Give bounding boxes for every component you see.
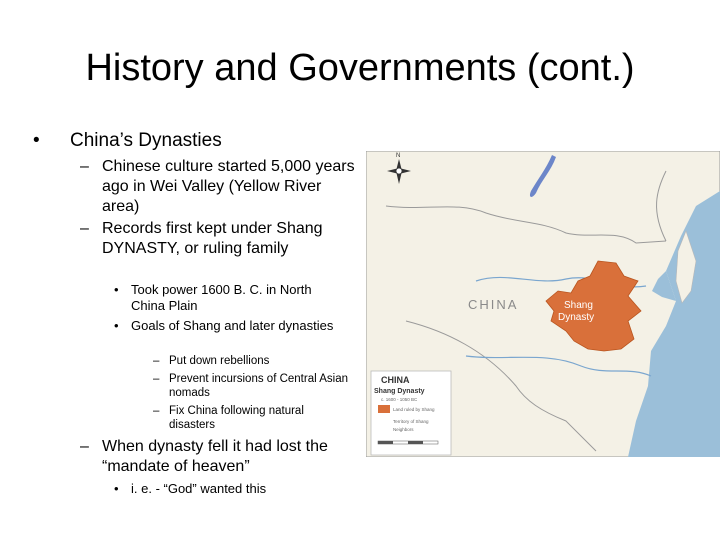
dash-marker: – [80,438,89,455]
dash-marker: – [153,373,160,385]
slide-title: History and Governments (cont.) [85,47,635,89]
sub-bullet-rebellions: Put down rebellions [169,355,270,367]
legend-title: CHINA [381,375,410,385]
bullet-marker: • [114,318,119,333]
shang-dynasty-map [366,151,720,457]
compass-north-label: N [396,153,401,159]
bullet-marker: • [33,130,40,151]
legend-item-3: Neighbors [393,427,414,432]
sub-bullet-records: Records first kept under Shang DYNASTY, or ruling family [102,220,323,257]
sub-bullet-incursions: Prevent incursions of Central Asian nomads [169,373,348,399]
shang-label-line2: Dynasty [558,312,595,323]
dash-marker: – [153,405,160,417]
shang-label-line1: Shang [564,300,593,311]
china-label: CHINA [468,297,519,312]
sub-bullet-took-power: Took power 1600 B. C. in North China Plain [131,282,312,313]
legend-item-1: Land ruled by Shang [393,407,435,412]
bullet-marker: • [114,481,119,496]
legend-item-2: Territory of Shang [393,419,429,424]
sub-bullet-natural-disasters: Fix China following natural disasters [169,405,304,431]
legend-swatch-shang [378,405,390,413]
sub-bullet-goals: Goals of Shang and later dynasties [131,318,334,333]
dash-marker: – [153,355,160,367]
bullet-china-dynasties: China’s Dynasties [70,130,222,151]
bullet-marker: • [114,282,119,297]
sub-bullet-chinese-culture: Chinese culture started 5,000 years ago in Wei Valley (Yellow River area) [102,158,355,215]
legend-dates: c. 1600 - 1050 BC [381,397,418,402]
sub-bullet-god-wanted: i. e. - “God” wanted this [131,481,267,496]
dash-marker: – [80,158,89,175]
sub-bullet-mandate-of-heaven: When dynasty fell it had lost the “mandate of heaven” [102,438,328,475]
legend-subtitle: Shang Dynasty [374,388,425,395]
dash-marker: – [80,220,89,237]
map-legend [371,371,451,455]
